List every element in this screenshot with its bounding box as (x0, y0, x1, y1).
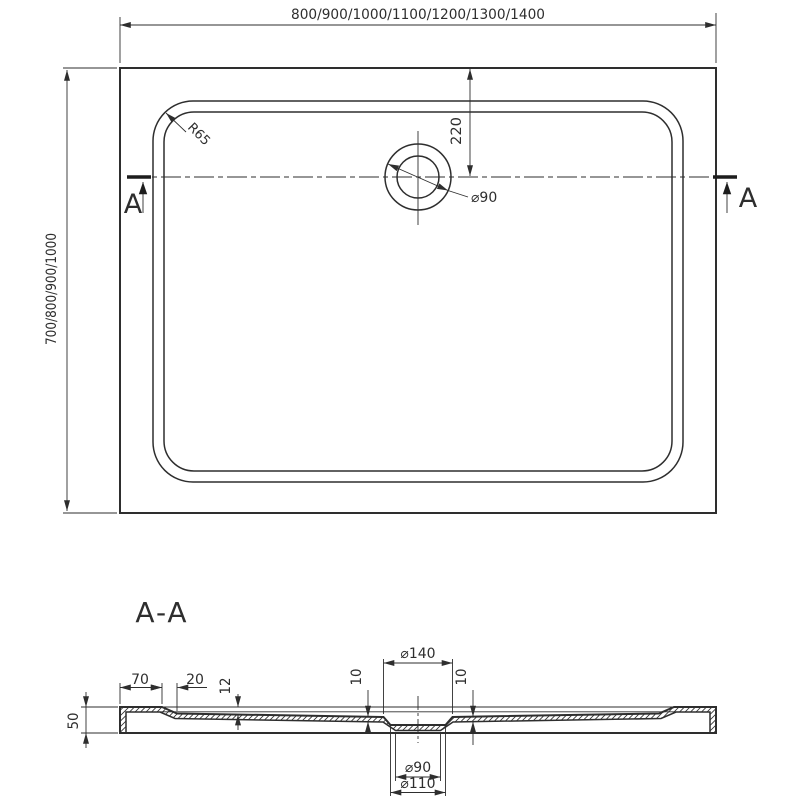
depth-12-dimension (218, 678, 238, 731)
drain-dia90-label: ⌀90 (404, 760, 432, 776)
drain-offset-label: 220 (449, 118, 465, 145)
recess-dia140-label: ⌀140 (400, 646, 436, 662)
section-marker-left (124, 177, 151, 220)
drain-dia90-dimension (396, 732, 441, 781)
height-dimension (44, 68, 117, 513)
corner-radius-callout (166, 113, 213, 149)
top-view (44, 7, 758, 513)
leader-tail (448, 191, 468, 198)
rim-70-dimension (120, 672, 162, 704)
recess-dia110-label: ⌀110 (400, 776, 436, 792)
section-view (66, 596, 716, 796)
drain-diameter-label: ⌀90 (471, 190, 498, 206)
leader-line (166, 113, 186, 132)
depth-12-label: 12 (218, 676, 234, 695)
corner-radius-label: R65 (184, 120, 213, 149)
height-50-dimension (66, 692, 118, 748)
section-title: A-A (135, 596, 189, 629)
section-marker-left-label: A (123, 189, 143, 220)
width-dimension (120, 7, 716, 63)
drain (385, 131, 497, 225)
slope-20-dimension (151, 672, 207, 711)
drain-offset-dimension (449, 69, 470, 176)
height-50-label: 50 (66, 711, 82, 730)
floor-10-left-label: 10 (349, 667, 365, 686)
section-marker-right (713, 177, 758, 214)
slope-20-label: 20 (186, 672, 204, 688)
section-marker-right-label: A (738, 183, 758, 214)
height-dimension-label: 700/800/900/1000 (44, 215, 60, 345)
rim-70-label: 70 (131, 672, 149, 688)
floor-10-right-label: 10 (454, 667, 470, 686)
width-dimension-label: 800/900/1000/1100/1200/1300/1400 (291, 7, 545, 23)
